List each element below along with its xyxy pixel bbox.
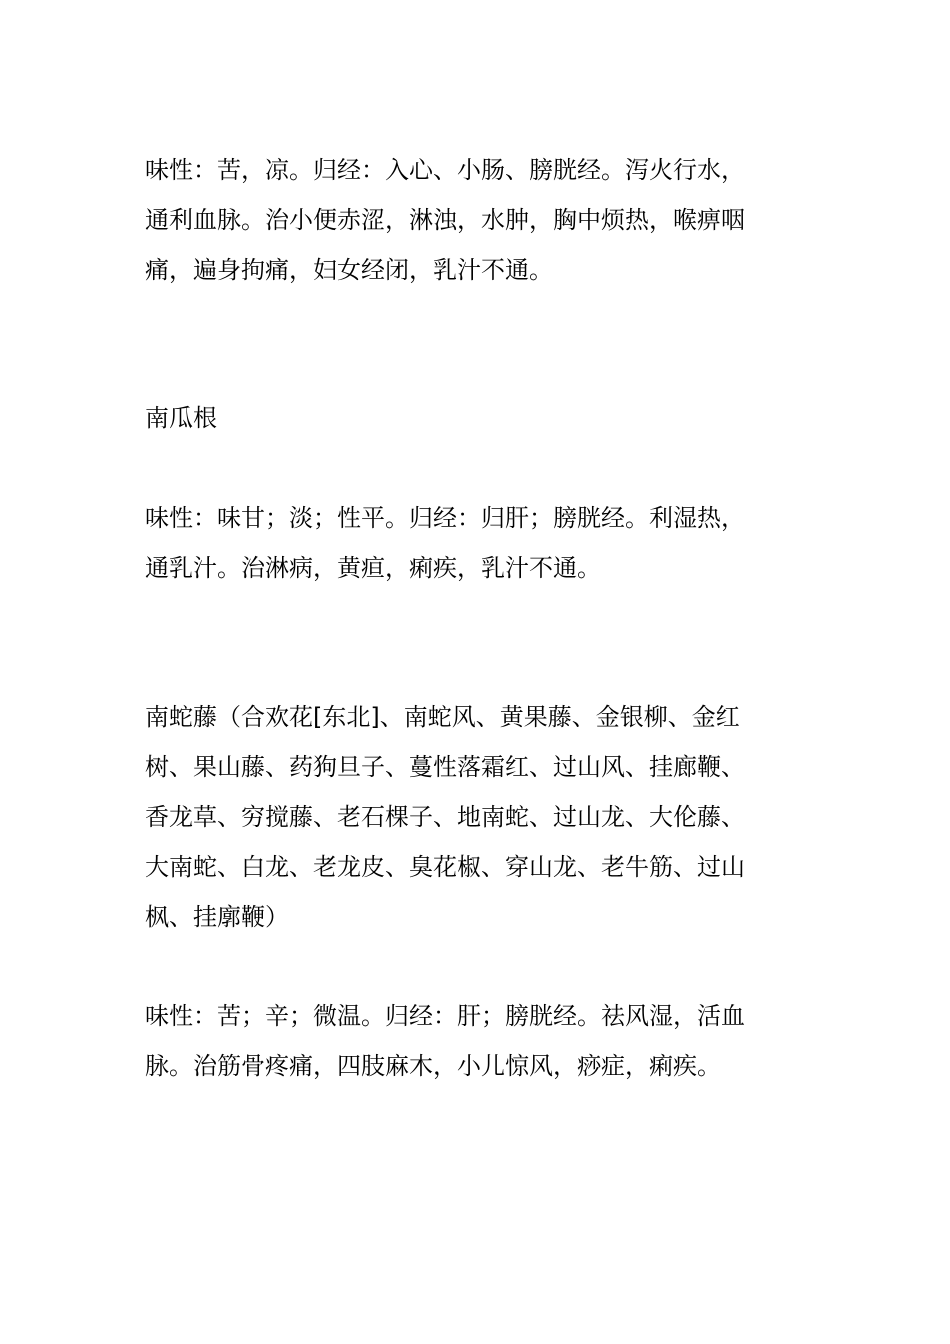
- heading-nanguagen: 南瓜根: [145, 404, 217, 432]
- paragraph-properties-1: 味性：苦，凉。归经：入心、小肠、膀胱经。泻火行水， 通利血脉。治小便赤涩，淋浊，水肿，胸中烦热，喉痹咽 痛，遍身拘痛，妇女经闭，乳汁不通。: [145, 156, 745, 284]
- paragraph-properties-2: 味性：味甘；淡；性平。归经：归肝；膀胱经。利湿热， 通乳汁。治淋病，黄疸，痢疾，乳汁不通。: [145, 504, 745, 582]
- heading-nanshe-teng: 南蛇藤（合欢花[东北]、南蛇风、黄果藤、金银柳、金红 树、果山藤、药狗旦子、蔓性落霜红、过山风、挂廊鞭、 香龙草、穷搅藤、老石棵子、地南蛇、过山龙、大伦藤、 大南蛇、白龙、老龙皮、臭花椒、穿山龙、老牛筋、过山 枫、挂廓鞭）: [145, 703, 745, 931]
- paragraph-properties-3: 味性：苦；辛；微温。归经：肝；膀胱经。祛风湿，活血 脉。治筋骨疼痛，四肢麻木，小儿惊风，痧症，痢疾。: [145, 1002, 745, 1080]
